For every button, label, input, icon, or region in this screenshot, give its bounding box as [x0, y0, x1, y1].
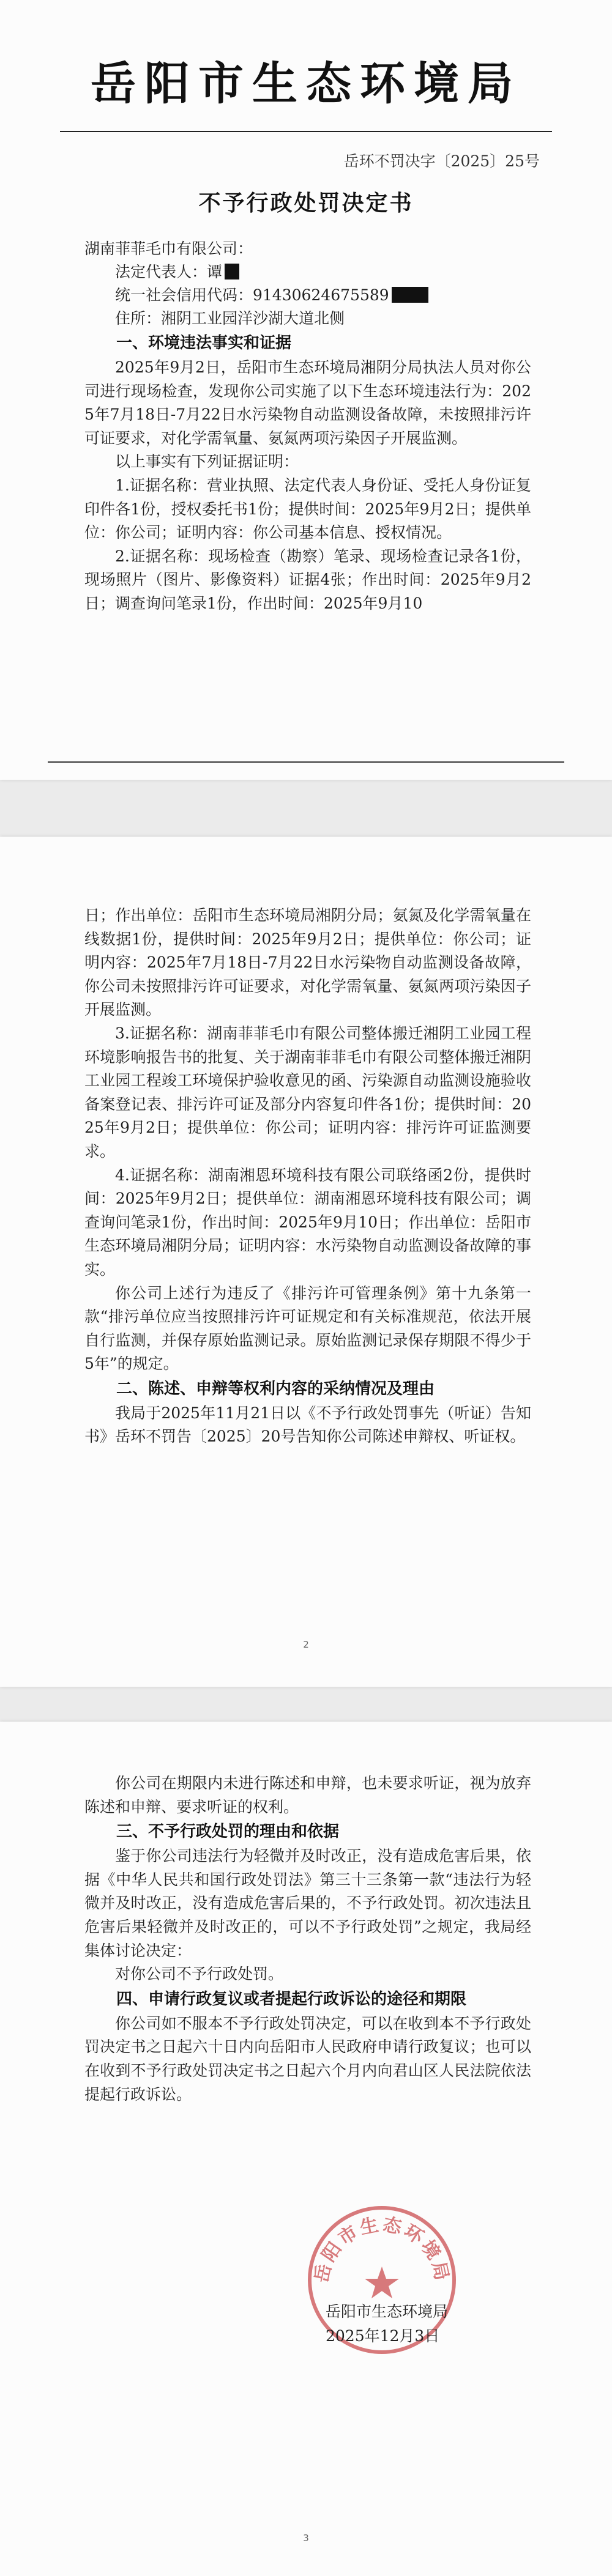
evidence-item-1: 1.证据名称：营业执照、法定代表人身份证、受托人身份证复印件各1份，授权委托书1份；提供时间：2025年9月2日；提供单位：你公司；证明内容：你公司基本信息、授权情况。 [84, 476, 531, 542]
legal-representative [84, 261, 531, 284]
section-4-heading: 四、申请行政复议或者提起行政诉讼的途径和期限 [116, 1989, 467, 2008]
page-number: 2 [303, 1639, 309, 1650]
signature-date: 2025年12月3日 [326, 2327, 440, 2345]
section-2-paragraph-2: 你公司在期限内未进行陈述和申辩，也未要求听证，视为放弃陈述和申辩、要求听证的权利。 [84, 1774, 531, 1816]
page-3-body [84, 1772, 531, 2106]
seal-text: 岳阳市生态环境局 [311, 2213, 453, 2285]
agency-header: 岳阳市生态环境局 [91, 57, 521, 110]
legal-rep-text: 法定代表人：谭 [115, 263, 223, 281]
document-page-1 [0, 0, 612, 780]
evidence-item-4: 4.证据名称：湖南湘恩环境科技有限公司联络函2份，提供时间：2025年9月2日；提供单位：湖南湘恩环境科技有限公司；调查询问笔录1份，作出时间：2025年9月10日；作出单位：岳阳市生态环境局湘阴分局；证明内容：水污染物自动监测设备故障的事实。 [84, 1166, 531, 1278]
section-3-decision: 对你公司不予行政处罚。 [115, 1965, 284, 1983]
section-4-paragraph-1: 你公司如不服本不予行政处罚决定，可以在收到本不予行政处罚决定书之日起六十日内向岳阳市人民政府申请行政复议；也可以在收到不予行政处罚决定书之日起六个月内向君山区人民法院依法提起行政诉讼。 [84, 2014, 531, 2103]
party-info [84, 237, 531, 616]
section-3-paragraph-1: 鉴于你公司违法行为轻微并及时改正，没有造成危害后果，依据《中华人民共和国行政处罚法》第三十三条第一款“违法行为轻微并及时改正，没有造成危害后果的，不予行政处罚。初次违法且危害后果轻微并及时改正的，可以不予行政处罚”之规定，我局经集体讨论决定： [84, 1847, 531, 1960]
section-2-paragraph-1: 我局于2025年11月21日以《不予行政处罚事先（听证）告知书》岳环不罚告〔2025〕20号告知你公司陈述申辩权、听证权。 [84, 1404, 531, 1446]
document-page-2 [0, 837, 612, 1687]
evidence-item-2: 2.证据名称：现场检查（勘察）笔录、现场检查记录各1份，现场照片（图片、影像资料）证据4张；作出时间：2025年9月2日；调查询问笔录1份，作出时间：2025年9月10 [84, 547, 531, 612]
section-1-paragraph-1: 2025年9月2日，岳阳市生态环境局湘阴分局执法人员对你公司进行现场检查，发现你公司实施了以下生态环境违法行为：2025年7月18日-7月22日水污染物自动监测设备故障，未按照排污许可证要求，对化学需氧量、氨氮两项污染因子开展监测。 [84, 358, 531, 447]
document-title: 不予行政处罚决定书 [198, 190, 414, 216]
redaction-mark [225, 264, 239, 279]
document-page-3 [0, 1722, 612, 2576]
company-address: 住所：湘阴工业园洋沙湖大道北侧 [115, 309, 345, 327]
redaction-mark [392, 287, 428, 303]
page-footer-line [48, 761, 564, 763]
credit-code [84, 284, 531, 307]
signature-agency: 岳阳市生态环境局 [326, 2303, 449, 2320]
violation-statement: 你公司上述行为违反了《排污许可管理条例》第十九条第一款“排污单位应当按照排污许可证规定和有关标准规范，依法开展自行监测，并保存原始监测记录。原始监测记录保存期限不得少于5年”的规定。 [84, 1284, 531, 1373]
credit-code-text: 统一社会信用代码：91430624675589 [115, 286, 389, 304]
evidence-item-2-continued: 日；作出单位：岳阳市生态环境局湘阴分局；氨氮及化学需氧量在线数据1份，提供时间：2025年9月2日；提供单位：你公司；证明内容：2025年7月18日-7月22日水污染物自动监测设备故障，你公司未按照排污许可证要求，对化学需氧量、氨氮两项污染因子开展监测。 [84, 906, 531, 1019]
page-number: 3 [303, 2533, 309, 2544]
evidence-item-3: 3.证据名称：湖南菲菲毛巾有限公司整体搬迁湘阴工业园工程环境影响报告书的批复、关于湖南菲菲毛巾有限公司整体搬迁湘阴工业园工程竣工环境保护验收意见的函、污染源自动监测设施验收备案登记表、排污许可证及部分内容复印件各1份；提供时间：2025年9月2日；提供单位：你公司；证明内容：排污许可证监测要求。 [84, 1024, 531, 1160]
section-1-paragraph-2: 以上事实有下列证据证明： [115, 453, 299, 471]
header-divider [60, 131, 552, 132]
section-3-heading: 三、不予行政处罚的理由和依据 [116, 1823, 340, 1841]
section-1-heading: 一、环境违法事实和证据 [116, 334, 292, 352]
document-number: 岳环不罚决字〔2025〕25号 [343, 152, 540, 170]
page-2-body [84, 904, 531, 1449]
section-2-heading: 二、陈述、申辩等权利内容的采纳情况及理由 [116, 1379, 435, 1398]
company-name: 湖南菲菲毛巾有限公司： [84, 240, 253, 257]
